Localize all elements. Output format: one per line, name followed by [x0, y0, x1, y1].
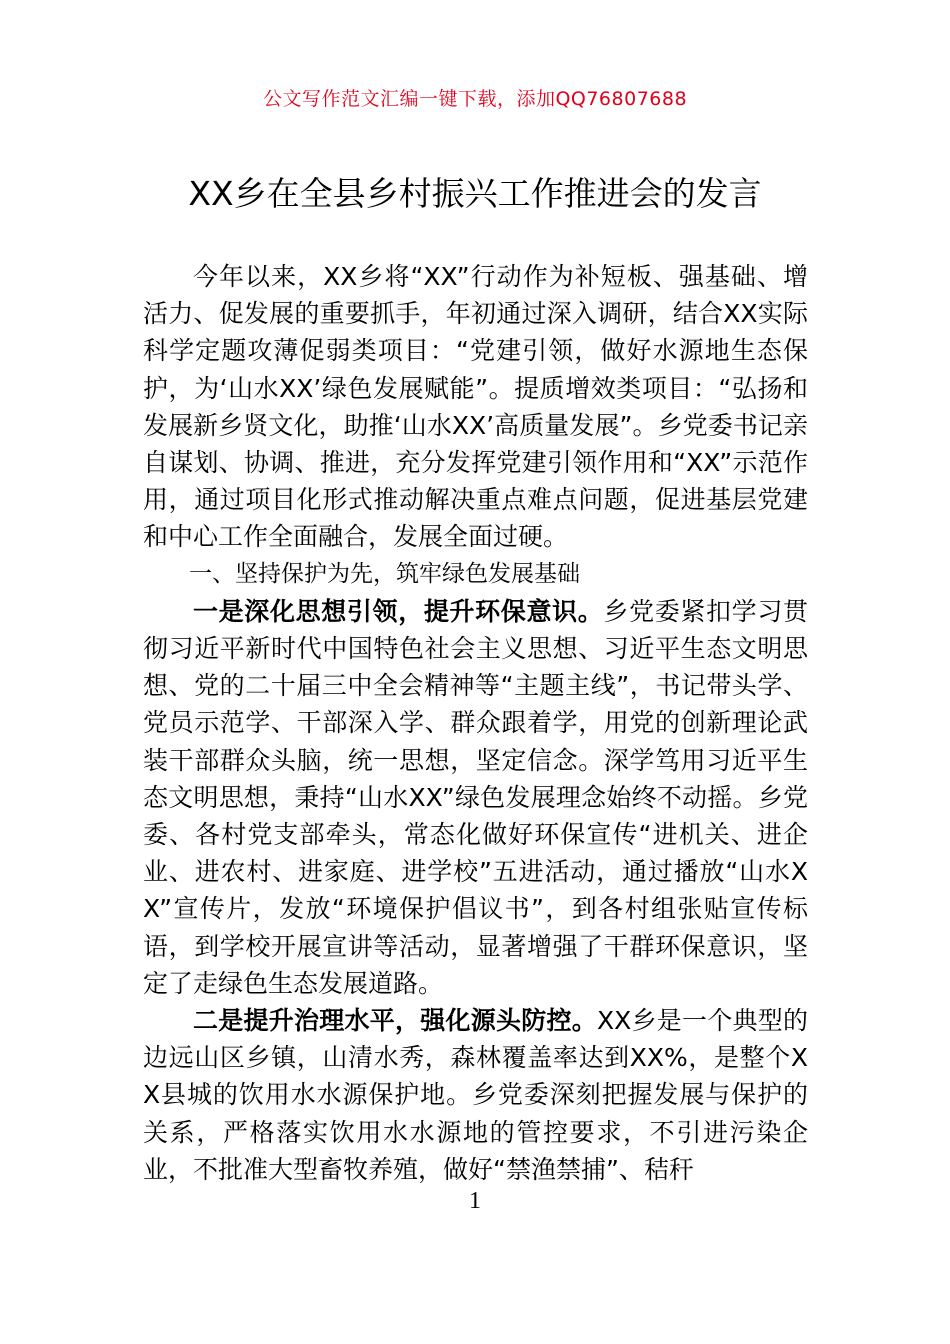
document-body [143, 258, 808, 1188]
paragraph-lead: 二是提升治理水平，强化源头防控。 [193, 1006, 597, 1036]
body-paragraph-2 [143, 1002, 808, 1188]
section-heading: 一、坚持保护为先，筑牢绿色发展基础 [189, 560, 580, 587]
intro-paragraph: 今年以来，XX乡将“XX”行动作为补短板、强基础、增活力、促发展的重要抓手，年初通过深入调研，结合XX实际科学定题攻薄促弱类项目：“党建引领，做好水源地生态保护，为‘山水XX’绿色发展赋能”。提质增效类项目：“弘扬和发展新乡贤文化，助推‘山水XX’高质量发展”。乡党委书记亲自谋划、协调、推进，充分发挥党建引领作用和“XX”示范作用，通过项目化形式推动解决重点难点问题，促进基层党建和中心工作全面融合，发展全面过硬。 [143, 262, 808, 552]
paragraph-text: XX乡是一个典型的边远山区乡镇，山清水秀，森林覆盖率达到XX%，是整个XX县城的饮用水水源保护地。乡党委深刻把握发展与保护的关系，严格落实饮用水水源地的管控要求，不引进污染企业，不批准大型畜牧养殖，做好“禁渔禁捕”、秸秆 [143, 1006, 808, 1184]
paragraph-text: 乡党委紧扣学习贯彻习近平新时代中国特色社会主义思想、习近平生态文明思想、党的二十届三中全会精神等“主题主线”，书记带头学、党员示范学、干部深入学、群众跟着学，用党的创新理论武装干部群众头脑，统一思想，坚定信念。深学笃用习近平生态文明思想，秉持“山水XX”绿色发展理念始终不动摇。乡党委、各村党支部牵头，常态化做好环保宣传“进机关、进企业、进农村、进家庭、进学校”五进活动，通过播放“山水XX”宣传片，发放“环境保护倡议书”，到各村组张贴宣传标语，到学校开展宣讲等活动，显著增强了干群环保意识，坚定了走绿色生态发展道路。 [143, 596, 808, 998]
page-number: 1 [469, 1188, 481, 1214]
document-title: XX乡在全县乡村振兴工作推进会的发言 [188, 174, 762, 213]
paragraph-lead: 一是深化思想引领，提升环保意识。 [193, 596, 604, 626]
header-note: 公文写作范文汇编一键下载，添加QQ76807688 [262, 88, 688, 110]
body-paragraph-1 [143, 593, 808, 1002]
